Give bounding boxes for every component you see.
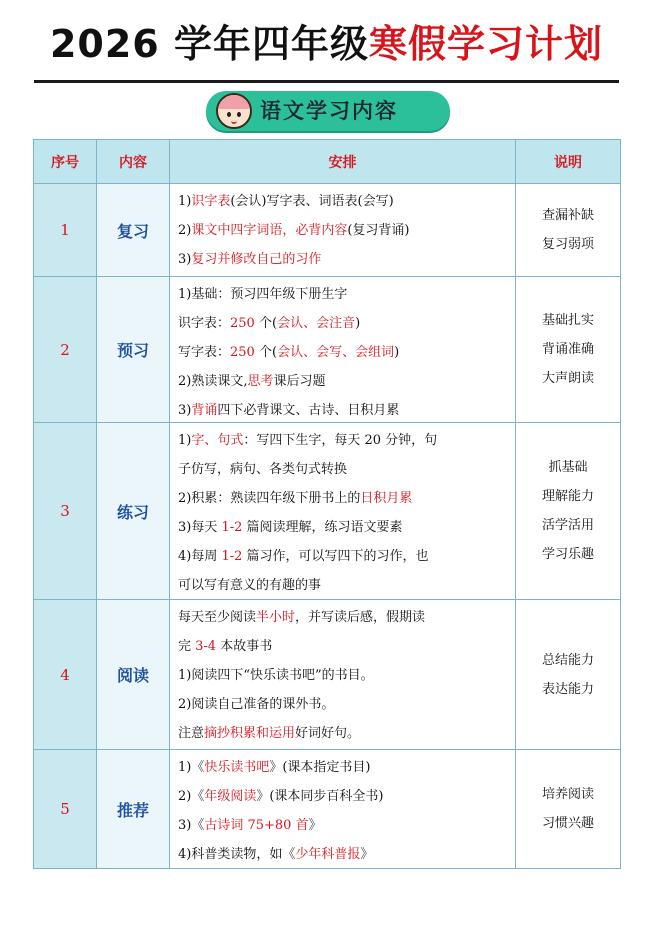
row-category: 推荐	[97, 750, 170, 868]
plain-text: 篇习作，可以写四下的习作，也	[242, 549, 429, 564]
note-line: 大声朗读	[541, 371, 594, 386]
arrangement-line	[178, 513, 509, 542]
note-line: 背诵准确	[541, 342, 594, 357]
note-line: 总结能力	[541, 652, 594, 668]
note-line: 培养阅读	[541, 787, 594, 802]
note-line: 查漏补缺	[541, 208, 594, 223]
plain-text: 2)积累：熟读四年级下册书上的	[178, 491, 361, 506]
plain-text: )	[355, 316, 361, 331]
plain-text: (会认)写字表、词语表(会写)	[230, 194, 394, 209]
plain-text: 3)每天	[178, 520, 222, 535]
arrangement-line	[178, 719, 509, 748]
row-category: 练习	[97, 423, 170, 600]
arrangement-line	[178, 603, 509, 632]
plain-text: 注意	[178, 726, 205, 741]
plain-text: 2)阅读自己准备的课外书。	[178, 697, 335, 712]
plain-text: 1)《	[178, 760, 205, 775]
highlight-text: 半小时	[256, 610, 296, 625]
arrangement-line	[178, 309, 509, 338]
row-number: 5	[34, 750, 97, 868]
arrangement-line	[178, 245, 509, 274]
plain-text: 》	[308, 818, 322, 833]
page-title	[0, 8, 653, 80]
row-note	[516, 184, 620, 277]
plain-text: 1)基础：预习四年级下册生字	[178, 287, 348, 302]
plain-text: 课后习题	[273, 374, 326, 389]
row-category: 阅读	[97, 600, 170, 750]
subtitle-banner	[206, 91, 450, 131]
girl-avatar-icon	[216, 93, 252, 129]
highlight-text: 250	[230, 316, 255, 331]
plain-text: ，并写读后感，假期读	[295, 610, 426, 625]
arrangement-line	[178, 396, 509, 423]
highlight-text: 课文中四字词语，必背内容	[191, 223, 348, 238]
plain-text: 个(	[254, 345, 278, 360]
title-prefix: 2026 学年四年级	[49, 22, 369, 66]
plain-text: (复习背诵)	[347, 223, 410, 238]
arrangement-line	[178, 661, 509, 690]
row-number: 1	[34, 184, 97, 277]
highlight-text: 复习并修改自己的习作	[191, 252, 322, 267]
row-note	[516, 600, 620, 750]
highlight-text: 少年科普报	[295, 847, 361, 862]
plain-text: 好词好句。	[295, 726, 361, 741]
plain-text: 2)熟读课文,	[178, 374, 248, 389]
row-number: 2	[34, 277, 97, 423]
title-highlight: 寒假学习计划	[368, 22, 603, 66]
plain-text: 》	[360, 847, 374, 862]
plain-text: 3)《	[178, 818, 205, 833]
arrangement-line	[178, 811, 509, 840]
arrangement-line	[178, 484, 509, 513]
plain-text: 4)科普类读物，如《	[178, 847, 296, 862]
highlight-text: 背诵	[191, 403, 218, 418]
plain-text: 4)每周	[178, 549, 222, 564]
highlight-text: 字、句式	[191, 433, 244, 448]
note-line: 复习弱项	[541, 237, 594, 252]
plain-text: 1)阅读四下“快乐读书吧”的书目。	[178, 668, 374, 683]
arrangement-line	[178, 338, 509, 367]
note-line: 习惯兴趣	[541, 816, 594, 831]
arrangement-line	[178, 753, 509, 782]
highlight-text: 会认、会写、会组词	[277, 345, 395, 360]
note-line: 理解能力	[541, 489, 594, 504]
plain-text: 个(	[254, 316, 278, 331]
row-arrangement	[170, 423, 516, 600]
plain-text: 子仿写，病句、各类句式转换	[178, 462, 348, 477]
highlight-text: 日积月累	[360, 491, 413, 506]
row-arrangement	[170, 750, 516, 868]
arrangement-line	[178, 187, 509, 216]
note-line: 基础扎实	[541, 313, 594, 328]
plain-text: 2)《	[178, 789, 205, 804]
row-arrangement	[170, 277, 516, 423]
plain-text: 篇阅读理解，练习语文要素	[242, 520, 403, 535]
plain-text: )	[394, 345, 400, 360]
plain-text: 3)	[178, 252, 192, 267]
plain-text: 本故事书	[216, 639, 273, 654]
arrangement-line	[178, 571, 509, 600]
arrangement-line	[178, 782, 509, 811]
note-line: 学习乐趣	[541, 547, 594, 562]
plain-text: 2)	[178, 223, 192, 238]
plain-text: 识字表：	[178, 316, 231, 331]
plain-text: 1)	[178, 433, 192, 448]
title-underline	[34, 80, 619, 83]
header-number: 序号	[34, 140, 97, 184]
highlight-text: 识字表	[191, 194, 231, 209]
plain-text: 3)	[178, 403, 192, 418]
highlight-text: 1-2	[221, 520, 243, 535]
arrangement-line	[178, 632, 509, 661]
plain-text: 1)	[178, 194, 192, 209]
row-category: 预习	[97, 277, 170, 423]
subtitle-text: 语文学习内容	[260, 99, 398, 123]
plain-text: 》(课本同步百科全书)	[256, 789, 384, 804]
plain-text: ：写四下生字，每天 20 分钟，句	[243, 433, 438, 448]
plan-table	[33, 139, 621, 869]
highlight-text: 1-2	[221, 549, 243, 564]
row-note	[516, 423, 620, 600]
arrangement-line	[178, 426, 509, 455]
row-arrangement	[170, 184, 516, 277]
arrangement-line	[178, 216, 509, 245]
highlight-text: 年级阅读	[204, 789, 257, 804]
header-arrangement: 安排	[170, 140, 516, 184]
row-note	[516, 277, 620, 423]
row-category: 复习	[97, 184, 170, 277]
highlight-text: 摘抄积累和运用	[204, 726, 296, 741]
highlight-text: 古诗词 75+80 首	[204, 818, 309, 833]
plain-text: 每天至少阅读	[178, 610, 257, 625]
plain-text: 写字表：	[178, 345, 231, 360]
highlight-text: 快乐读书吧	[204, 760, 270, 775]
plain-text: 可以写有意义的有趣的事	[178, 578, 322, 593]
highlight-text: 250	[230, 345, 255, 360]
highlight-text: 3-4	[195, 639, 217, 654]
note-line: 抓基础	[548, 460, 588, 475]
row-arrangement	[170, 600, 516, 750]
highlight-text: 思考	[247, 374, 274, 389]
row-number: 3	[34, 423, 97, 600]
header-content: 内容	[97, 140, 170, 184]
arrangement-line	[178, 367, 509, 396]
arrangement-line	[178, 542, 509, 571]
row-note	[516, 750, 620, 868]
arrangement-line	[178, 280, 509, 309]
row-number: 4	[34, 600, 97, 750]
arrangement-line	[178, 840, 509, 868]
arrangement-line	[178, 690, 509, 719]
note-line: 表达能力	[541, 681, 594, 697]
plain-text: 》(课本指定书目)	[269, 760, 371, 775]
arrangement-line	[178, 455, 509, 484]
highlight-text: 会认、会注音	[277, 316, 356, 331]
note-line: 活学活用	[541, 518, 594, 533]
header-note: 说明	[516, 140, 620, 184]
plain-text: 完	[178, 639, 196, 654]
plain-text: 四下必背课文、古诗、日积月累	[217, 403, 400, 418]
